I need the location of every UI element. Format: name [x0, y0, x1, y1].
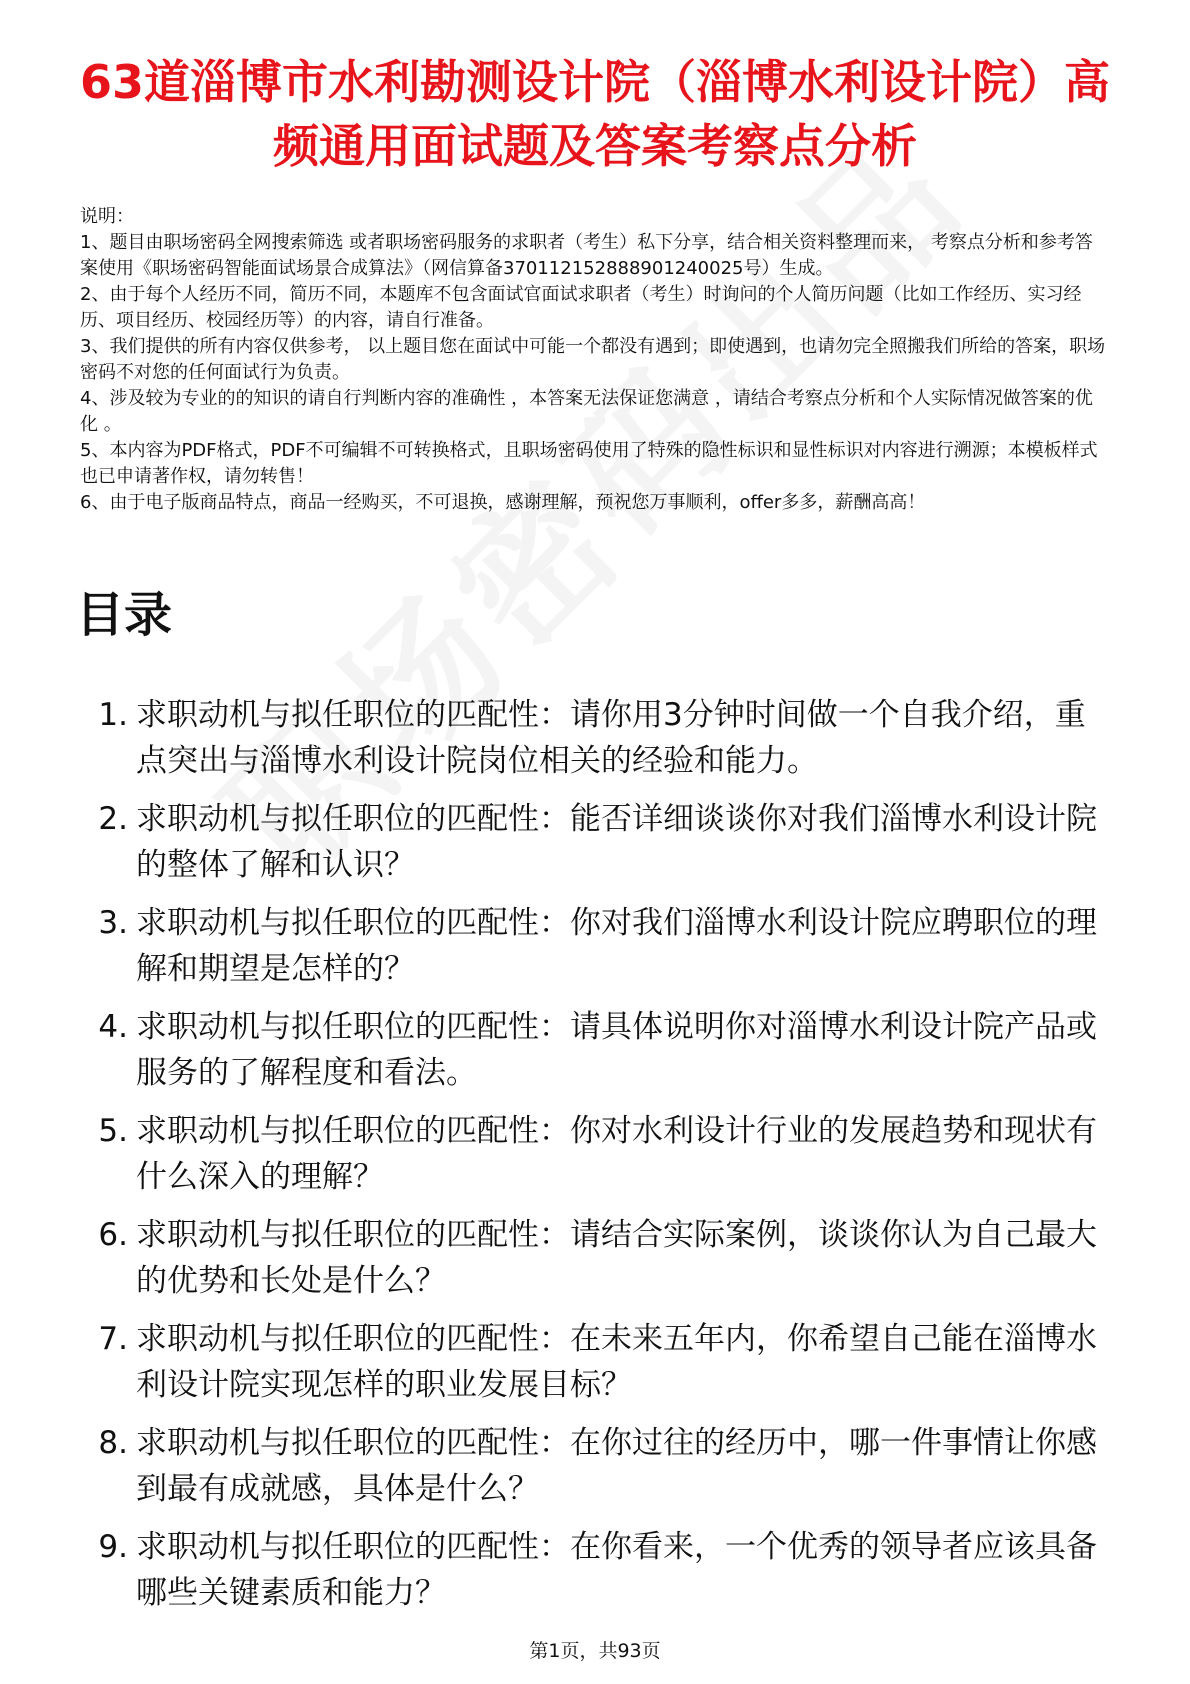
toc-item-text: 求职动机与拟任职位的匹配性：请结合实际案例，谈谈你认为自己最大的优势和长处是什么？: [136, 1217, 1097, 1299]
toc-item-number: 7.: [98, 1321, 128, 1357]
notes-section: [80, 204, 1110, 516]
toc-item[interactable]: [80, 1004, 1110, 1096]
notes-heading: 说明：: [80, 206, 134, 227]
toc-item-text: 求职动机与拟任职位的匹配性：你对我们淄博水利设计院应聘职位的理解和期望是怎样的？: [136, 905, 1097, 987]
toc-item[interactable]: [80, 1212, 1110, 1304]
page-footer: 第1页，共93页: [529, 1640, 661, 1662]
toc-item[interactable]: [80, 1524, 1110, 1616]
notes-item: 6、由于电子版商品特点，商品一经购买，不可退换，感谢理解，预祝您万事顺利，offer多多，薪酬高高！: [80, 492, 926, 513]
toc-item[interactable]: [80, 1108, 1110, 1200]
page-title: 63道淄博市水利勘测设计院（淄博水利设计院）高频通用面试题及答案考察点分析: [80, 55, 1111, 173]
toc-item-number: 1.: [98, 697, 128, 733]
notes-item: 4、涉及较为专业的的知识的请自行判断内容的准确性 ，本答案无法保证您满意 ，请结合考察点分析和个人实际情况做答案的优化 。: [80, 388, 1093, 435]
toc-item-text: 求职动机与拟任职位的匹配性：请你用3分钟时间做一个自我介绍，重点突出与淄博水利设计院岗位相关的经验和能力。: [136, 697, 1086, 779]
toc-item-number: 6.: [98, 1217, 128, 1253]
toc-item-number: 9.: [98, 1529, 128, 1565]
toc-item-text: 求职动机与拟任职位的匹配性：请具体说明你对淄博水利设计院产品或服务的了解程度和看法。: [136, 1009, 1097, 1091]
toc-item-number: 5.: [98, 1113, 128, 1149]
notes-item: 1、题目由职场密码全网搜索筛选 或者职场密码服务的求职者（考生）私下分享，结合相关资料整理而来， 考察点分析和参考答案使用《职场密码智能面试场景合成算法》（网信算备370112152888901240025号）生成。: [80, 232, 1093, 279]
toc-item[interactable]: [80, 796, 1110, 888]
notes-item: 5、本内容为PDF格式，PDF不可编辑不可转换格式，且职场密码使用了特殊的隐性标识和显性标识对内容进行溯源；本模板样式也已申请著作权，请勿转售！: [80, 440, 1098, 487]
toc-heading: 目录: [76, 587, 173, 643]
toc-item-text: 求职动机与拟任职位的匹配性：在你看来，一个优秀的领导者应该具备哪些关键素质和能力？: [136, 1529, 1097, 1611]
toc-item-text: 求职动机与拟任职位的匹配性：在你过往的经历中，哪一件事情让你感到最有成就感，具体是什么？: [136, 1425, 1097, 1507]
toc-item-number: 3.: [98, 905, 128, 941]
notes-item: 3、我们提供的所有内容仅供参考， 以上题目您在面试中可能一个都没有遇到；即使遇到，也请勿完全照搬我们所给的答案，职场密码不对您的任何面试行为负责。: [80, 336, 1106, 383]
toc-item[interactable]: [80, 692, 1110, 784]
toc-list: [80, 692, 1110, 1628]
toc-item-text: 求职动机与拟任职位的匹配性：在未来五年内，你希望自己能在淄博水利设计院实现怎样的职业发展目标？: [136, 1321, 1097, 1403]
toc-item-number: 2.: [98, 801, 128, 837]
toc-item[interactable]: [80, 900, 1110, 992]
toc-item[interactable]: [80, 1420, 1110, 1512]
notes-item: 2、由于每个人经历不同，简历不同，本题库不包含面试官面试求职者（考生）时询问的个人简历问题（比如工作经历、实习经历、项目经历、校园经历等）的内容，请自行准备。: [80, 284, 1082, 331]
toc-item-text: 求职动机与拟任职位的匹配性：能否详细谈谈你对我们淄博水利设计院的整体了解和认识？: [136, 801, 1097, 883]
toc-item-text: 求职动机与拟任职位的匹配性：你对水利设计行业的发展趋势和现状有什么深入的理解？: [136, 1113, 1097, 1195]
toc-item[interactable]: [80, 1316, 1110, 1408]
toc-item-number: 8.: [98, 1425, 128, 1461]
toc-item-number: 4.: [98, 1009, 128, 1045]
